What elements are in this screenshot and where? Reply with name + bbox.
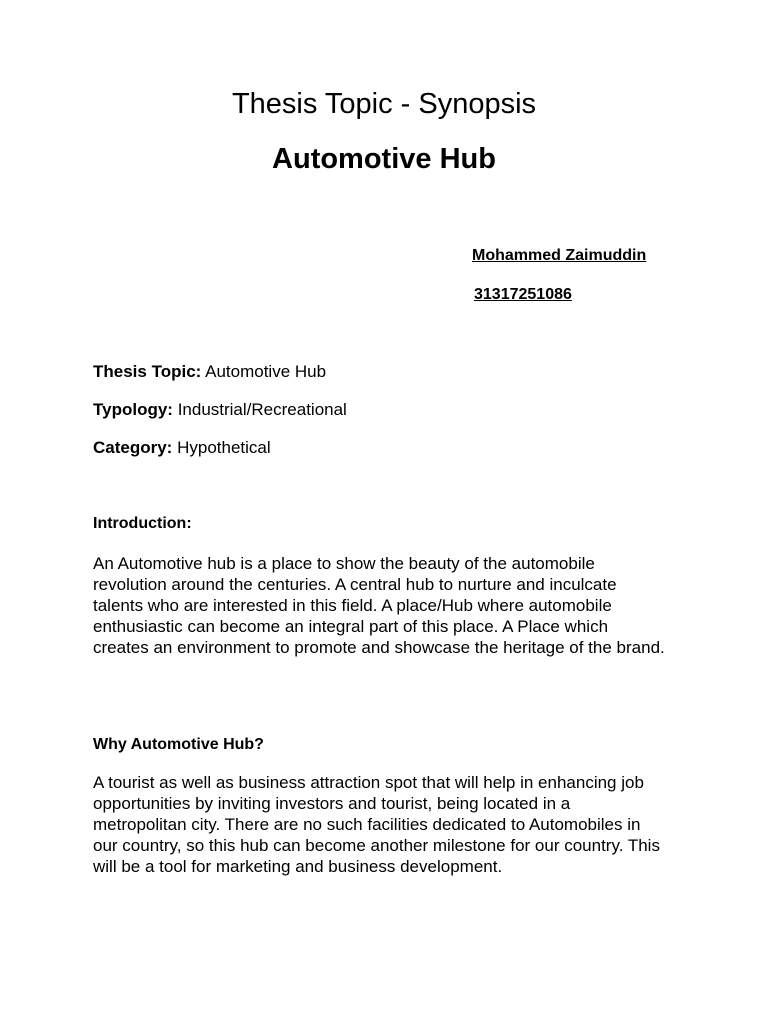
- document-subtitle: Automotive Hub: [272, 143, 496, 175]
- author-name: Mohammed Zaimuddin: [472, 247, 647, 264]
- author-id: 31317251086: [474, 286, 572, 303]
- section-body-introduction: An Automotive hub is a place to show the beauty of the automobile revolution around the centuries. A central hub to nurture and inculcate talents who are interested in this field. A place/Hub where automobile enthusiastic can become an integral part of this place. A Place which creates an environment to promote and showcase the heritage of the brand.: [93, 554, 665, 657]
- section-heading-why: Why Automotive Hub?: [93, 736, 264, 753]
- meta-category: [93, 438, 271, 458]
- document-title: Thesis Topic - Synopsis: [231, 88, 537, 120]
- meta-typology-value: Industrial/Recreational: [177, 400, 347, 419]
- meta-thesis-topic: [93, 362, 326, 382]
- section-heading-introduction: Introduction:: [93, 515, 192, 532]
- meta-thesis-topic-label: Thesis Topic:: [93, 362, 202, 381]
- meta-category-value: Hypothetical: [177, 438, 271, 457]
- meta-category-label: Category:: [93, 438, 173, 457]
- section-body-why: A tourist as well as business attraction spot that will help in enhancing job opportunities by inviting investors and tourist, being located in a metropolitan city. There are no such facilities dedicated to Automobiles in our country, so this hub can become another milestone for our country. This will be a tool for marketing and business development.: [93, 773, 660, 876]
- meta-thesis-topic-value: Automotive Hub: [205, 362, 327, 381]
- meta-typology-label: Typology:: [93, 400, 173, 419]
- meta-typology: [93, 400, 347, 420]
